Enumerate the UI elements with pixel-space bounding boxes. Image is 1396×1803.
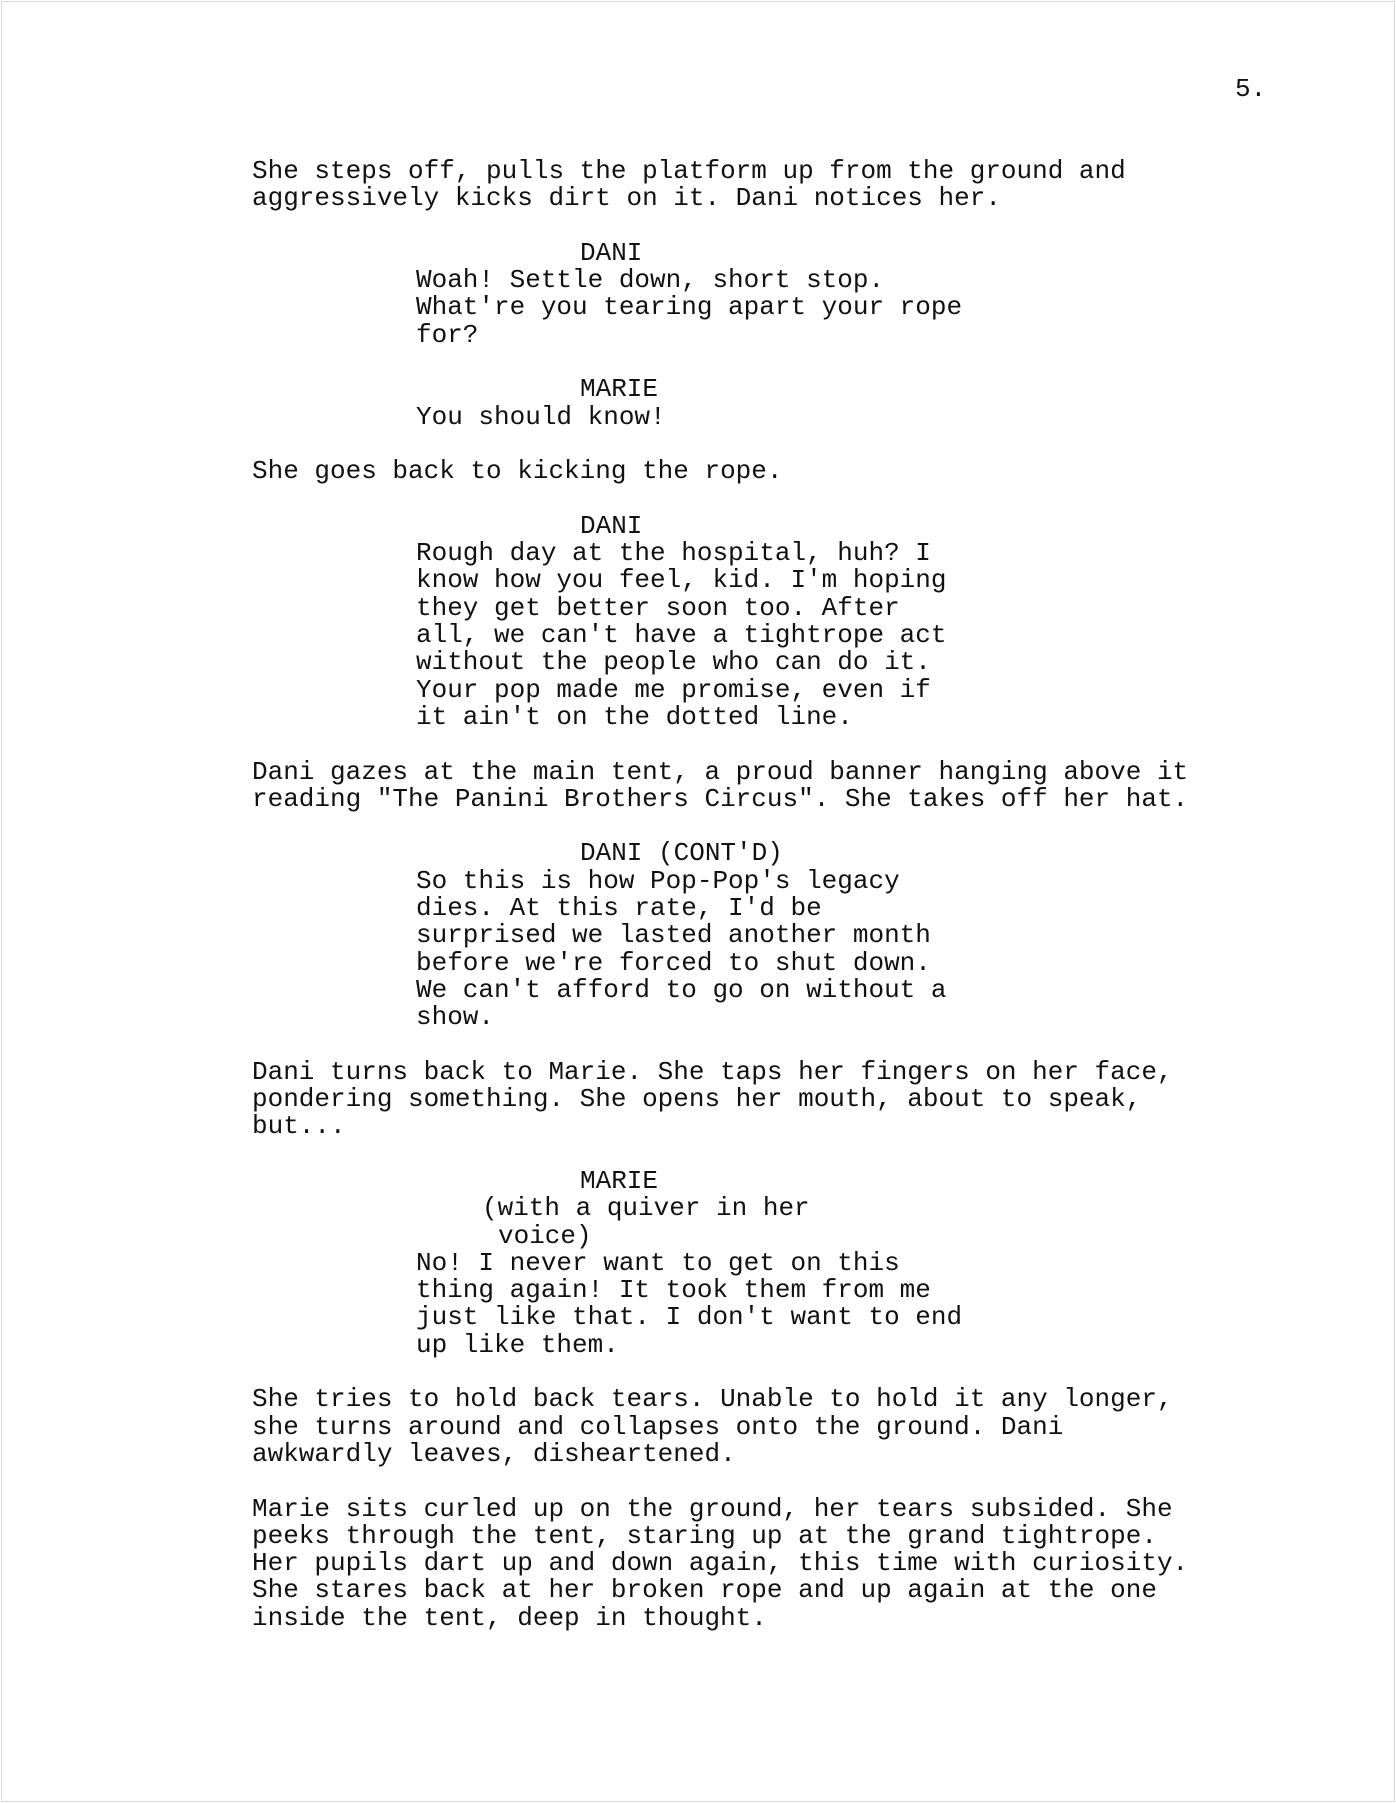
action-line: She tries to hold back tears. Unable to hold it any longer, — [252, 1384, 1173, 1415]
dialogue-line: know how you feel, kid. I'm hoping — [416, 565, 947, 596]
action-line: She stares back at her broken rope and up again at the one — [252, 1575, 1157, 1606]
dialogue-line: they get better soon too. After — [416, 592, 900, 623]
dialogue-line: We can't afford to go on without a — [416, 974, 947, 1005]
dialogue-line: Your pop made me promise, even if — [416, 674, 931, 705]
dialogue-line: up like them. — [416, 1329, 619, 1360]
dialogue-line: Woah! Settle down, short stop. — [416, 265, 885, 296]
spacer — [252, 213, 1252, 240]
character-name: DANI (CONT'D) — [580, 838, 783, 869]
dialogue-line: all, we can't have a tightrope act — [416, 620, 947, 651]
action-line: Marie sits curled up on the ground, her tears subsided. She — [252, 1493, 1173, 1524]
action-line: aggressively kicks dirt on it. Dani notices her. — [252, 183, 1001, 214]
spacer — [252, 349, 1252, 376]
parenthetical-line: (with a quiver in her — [482, 1193, 810, 1224]
spacer — [252, 1032, 1252, 1059]
parenthetical-line: voice) — [498, 1220, 592, 1251]
spacer — [252, 431, 1252, 458]
dialogue-line: just like that. I don't want to end — [416, 1302, 963, 1333]
action-line: she turns around and collapses onto the ground. Dani — [252, 1411, 1064, 1442]
action-line: Dani gazes at the main tent, a proud banner hanging above it — [252, 756, 1189, 787]
dialogue-line: surprised we lasted another month — [416, 920, 931, 951]
spacer — [252, 813, 1252, 840]
page-number: 5. — [1235, 74, 1267, 104]
dialogue-line: dies. At this rate, I'd be — [416, 893, 822, 924]
action-line: inside the tent, deep in thought. — [252, 1602, 767, 1633]
character-name: MARIE — [580, 1165, 659, 1196]
dialogue-line: without the people who can do it. — [416, 647, 931, 678]
dialogue-line: You should know! — [416, 401, 666, 432]
action-line: awkwardly leaves, disheartened. — [252, 1438, 736, 1469]
action-line: Dani turns back to Marie. She taps her fingers on her face, — [252, 1056, 1173, 1087]
spacer — [252, 731, 1252, 758]
dialogue-line: show. — [416, 1002, 495, 1033]
dialogue-line: No! I never want to get on this — [416, 1247, 900, 1278]
dialogue-line: What're you tearing apart your rope — [416, 292, 963, 323]
action-line: She goes back to kicking the rope. — [252, 456, 783, 487]
script-body — [252, 158, 1252, 1632]
spacer — [252, 486, 1252, 513]
dialogue-line: for? — [416, 319, 479, 350]
action-line: reading "The Panini Brothers Circus". She takes off her hat. — [252, 783, 1189, 814]
dialogue-line: before we're forced to shut down. — [416, 947, 931, 978]
action-line: Her pupils dart up and down again, this time with curiosity. — [252, 1548, 1189, 1579]
spacer — [252, 1468, 1252, 1495]
dialogue-line: it ain't on the dotted line. — [416, 701, 853, 732]
dialogue-line: Rough day at the hospital, huh? I — [416, 538, 931, 569]
action-line: She steps off, pulls the platform up from the ground and — [252, 156, 1126, 186]
dialogue-line: So this is how Pop-Pop's legacy — [416, 865, 900, 896]
dialogue-line: thing again! It took them from me — [416, 1275, 931, 1306]
spacer — [252, 1141, 1252, 1168]
action-line: peeks through the tent, staring up at the grand tightrope. — [252, 1520, 1157, 1551]
action-line: but... — [252, 1111, 346, 1142]
action-line: pondering something. She opens her mouth, about to speak, — [252, 1084, 1142, 1115]
spacer — [252, 1359, 1252, 1386]
character-name: DANI — [580, 237, 643, 268]
script-page — [1, 1, 1395, 1802]
character-name: DANI — [580, 510, 643, 541]
character-name: MARIE — [580, 374, 659, 405]
